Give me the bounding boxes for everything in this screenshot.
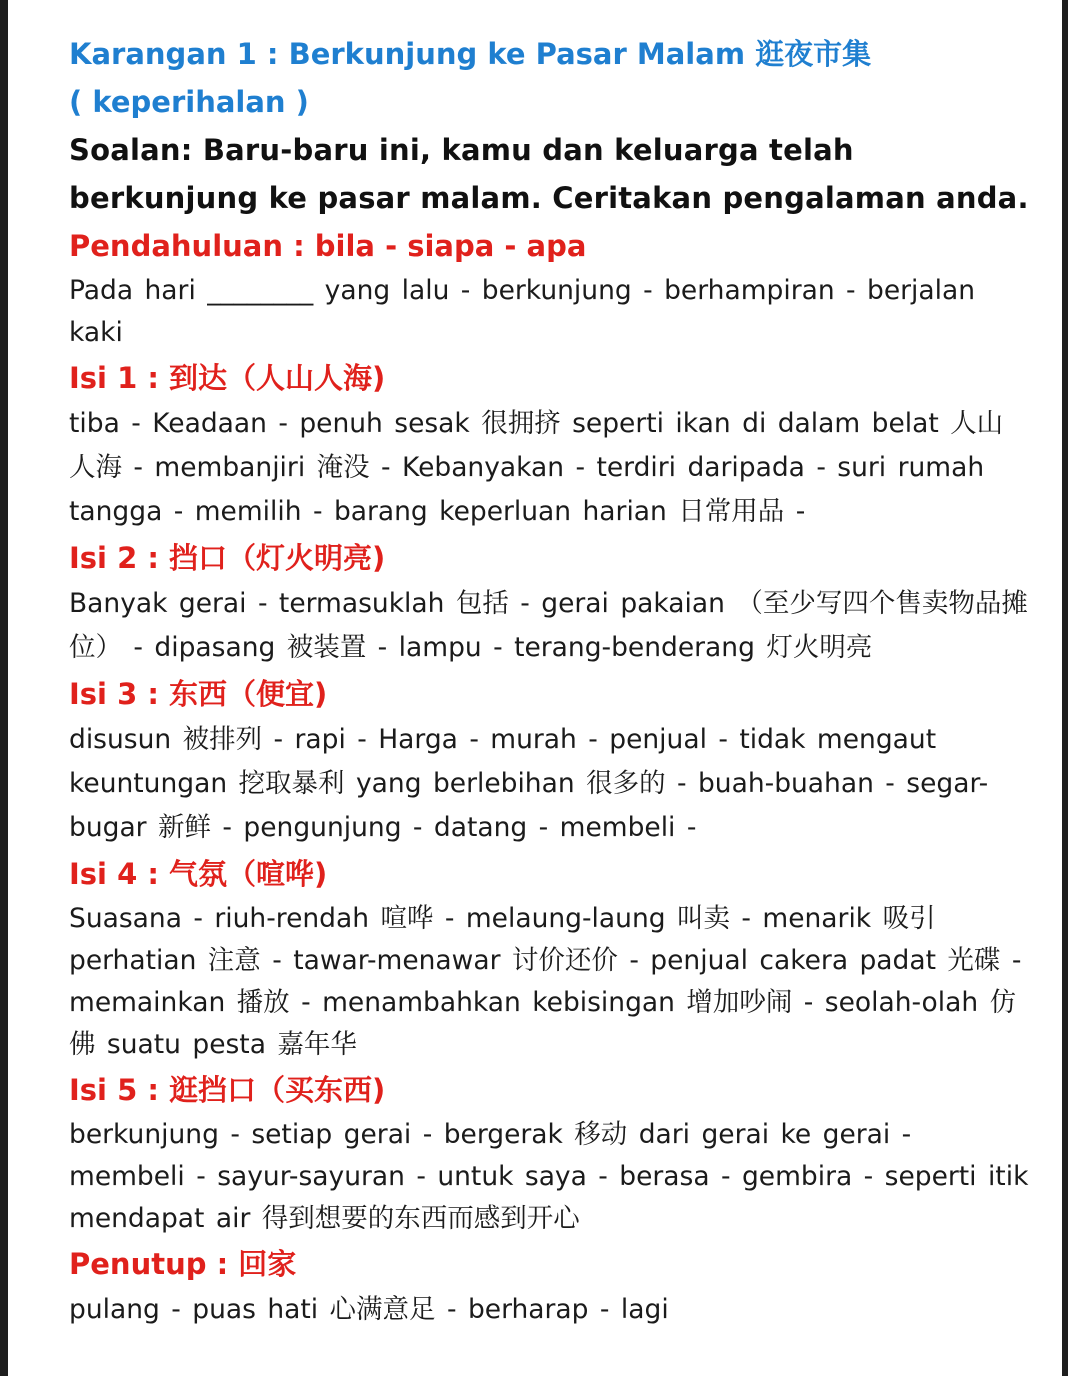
document-page [8,0,1062,1376]
section-heading-isi-2: Isi 2 : 挡口（灯火明亮) [69,541,386,575]
section-heading-isi-5: Isi 5 : 逛挡口（买东西) [69,1073,386,1107]
section-heading-penutup: Penutup : 回家 [69,1247,297,1281]
section-text-isi-2: Banyak gerai - termasuklah 包括 - gerai pakaian （至少写四个售卖物品摊位） - dipasang 被装置 - lampu - terang-benderang 灯火明亮 [69,588,1028,663]
essay-content [69,30,1029,1332]
section-text-isi-1: tiba - Keadaan - penuh sesak 很拥挤 seperti ikan di dalam belat 人山人海 - membanjiri 淹没 - Kebanyakan - terdiri daripada - suri rumah tangga - memilih - barang keperluan harian 日常用品 - [69,408,1004,527]
essay-title: Karangan 1 : Berkunjung ke Pasar Malam 逛夜市集 [69,37,872,71]
essay-question: Soalan: Baru-baru ini, kamu dan keluarga telah berkunjung ke pasar malam. Ceritakan pengalaman anda. [69,133,1029,215]
section-text-isi-4: Suasana - riuh-rendah 喧哗 - melaung-laung 叫卖 - menarik 吸引 perhatian 注意 - tawar-menawar 讨价还价 - penjual cakera padat 光碟 - memainkan 播放 - menambahkan kebisingan 增加吵闹 - seolah-olah 仿佛 suatu pesta 嘉年华 [69,903,1022,1060]
section-heading-pendahuluan: Pendahuluan : bila - siapa - apa [69,229,587,263]
section-heading-isi-1: Isi 1 : 到达（人山人海) [69,361,386,395]
section-text-isi-5: berkunjung - setiap gerai - bergerak 移动 dari gerai ke gerai - membeli - sayur-sayuran - untuk saya - berasa - gembira - seperti itik mendapat air 得到想要的东西而感到开心 [69,1119,1029,1234]
section-text-isi-3: disusun 被排列 - rapi - Harga - murah - penjual - tidak mengaut keuntungan 挖取暴利 yang berlebihan 很多的 - buah-buahan - segar-bugar 新鲜 - pengunjung - datang - membeli - [69,724,989,843]
section-text-penutup: pulang - puas hati 心满意足 - berharap - lagi [69,1294,669,1325]
section-heading-isi-4: Isi 4 : 气氛（喧哗) [69,857,328,891]
essay-type: ( keperihalan ) [69,85,309,119]
section-heading-isi-3: Isi 3 : 东西（便宜) [69,677,328,711]
section-text-pendahuluan: Pada hari ________ yang lalu - berkunjung - berhampiran - berjalan kaki [69,275,976,348]
